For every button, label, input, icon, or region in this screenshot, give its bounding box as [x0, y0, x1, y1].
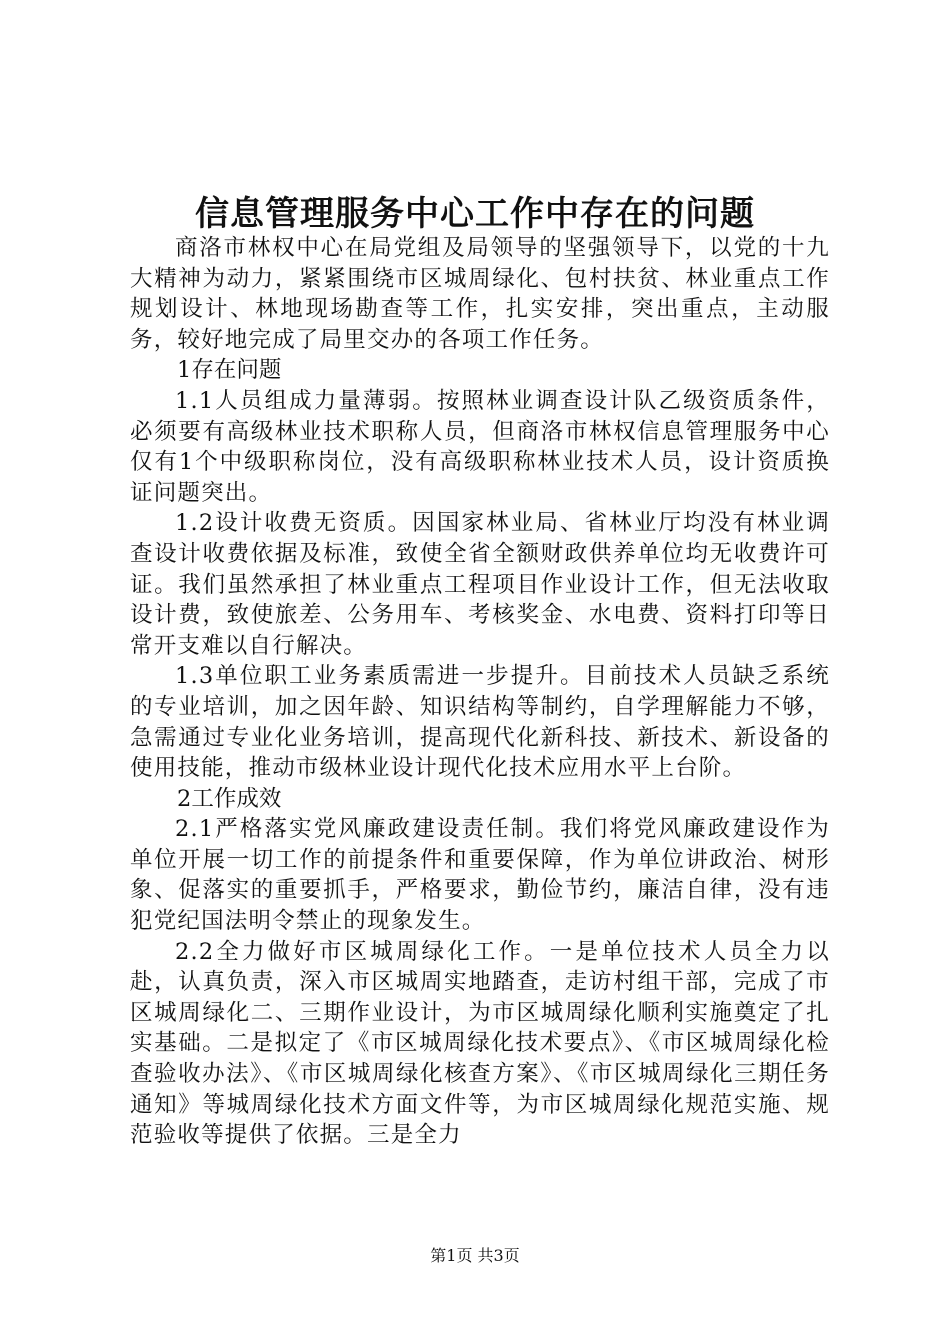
paragraph-1-3: 1.3单位职工业务素质需进一步提升。目前技术人员缺乏系统的专业培训，加之因年龄、知识结构等制约，自学理解能力不够，急需通过专业化业务培训，提高现代化新科技、新技术、新设备的使用技能，推动市级林业设计现代化技术应用水平上台阶。 — [130, 663, 830, 782]
section-heading-achievements: 2工作成效 — [177, 785, 282, 812]
document-title: 信息管理服务中心工作中存在的问题 — [195, 194, 755, 234]
page-number-footer: 第1页 共3页 — [430, 1246, 520, 1265]
paragraph-1-2: 1.2设计收费无资质。因国家林业局、省林业厅均没有林业调查设计收费依据及标准，致使全省全额财政供养单位均无收费许可证。我们虽然承担了林业重点工程项目作业设计工作，但无法收取设计费，致使旅差、公务用车、考核奖金、水电费、资料打印等日常开支难以自行解决。 — [130, 510, 830, 659]
document-body — [130, 233, 830, 1151]
intro-paragraph: 商洛市林权中心在局党组及局领导的坚强领导下，以党的十九大精神为动力，紧紧围绕市区城周绿化、包村扶贫、林业重点工作规划设计、林地现场勘查等工作，扎实安排，突出重点，主动服务，较好地完成了局里交办的各项工作任务。 — [130, 235, 830, 353]
paragraph-1-1: 1.1人员组成力量薄弱。按照林业调查设计队乙级资质条件，必须要有高级林业技术职称人员，但商洛市林权信息管理服务中心仅有1个中级职称岗位，没有高级职称林业技术人员，设计资质换证问题突出。 — [130, 387, 830, 506]
section-heading-problems: 1存在问题 — [177, 357, 282, 384]
paragraph-2-2: 2.2全力做好市区城周绿化工作。一是单位技术人员全力以赴，认真负责，深入市区城周实地踏查，走访村组干部，完成了市区城周绿化二、三期作业设计，为市区城周绿化顺利实施奠定了扎实基础。二是拟定了《市区城周绿化技术要点》、《市区城周绿化检查验收办法》、《市区城周绿化核查方案》、《市区城周绿化三期任务通知》等城周绿化技术方面文件等，为市区城周绿化规范实施、规范验收等提供了依据。三是全力 — [130, 938, 830, 1149]
paragraph-2-1: 2.1严格落实党风廉政建设责任制。我们将党风廉政建设作为单位开展一切工作的前提条件和重要保障，作为单位讲政治、树形象、促落实的重要抓手，严格要求，勤俭节约，廉洁自律，没有违犯党纪国法明令禁止的现象发生。 — [130, 816, 830, 935]
